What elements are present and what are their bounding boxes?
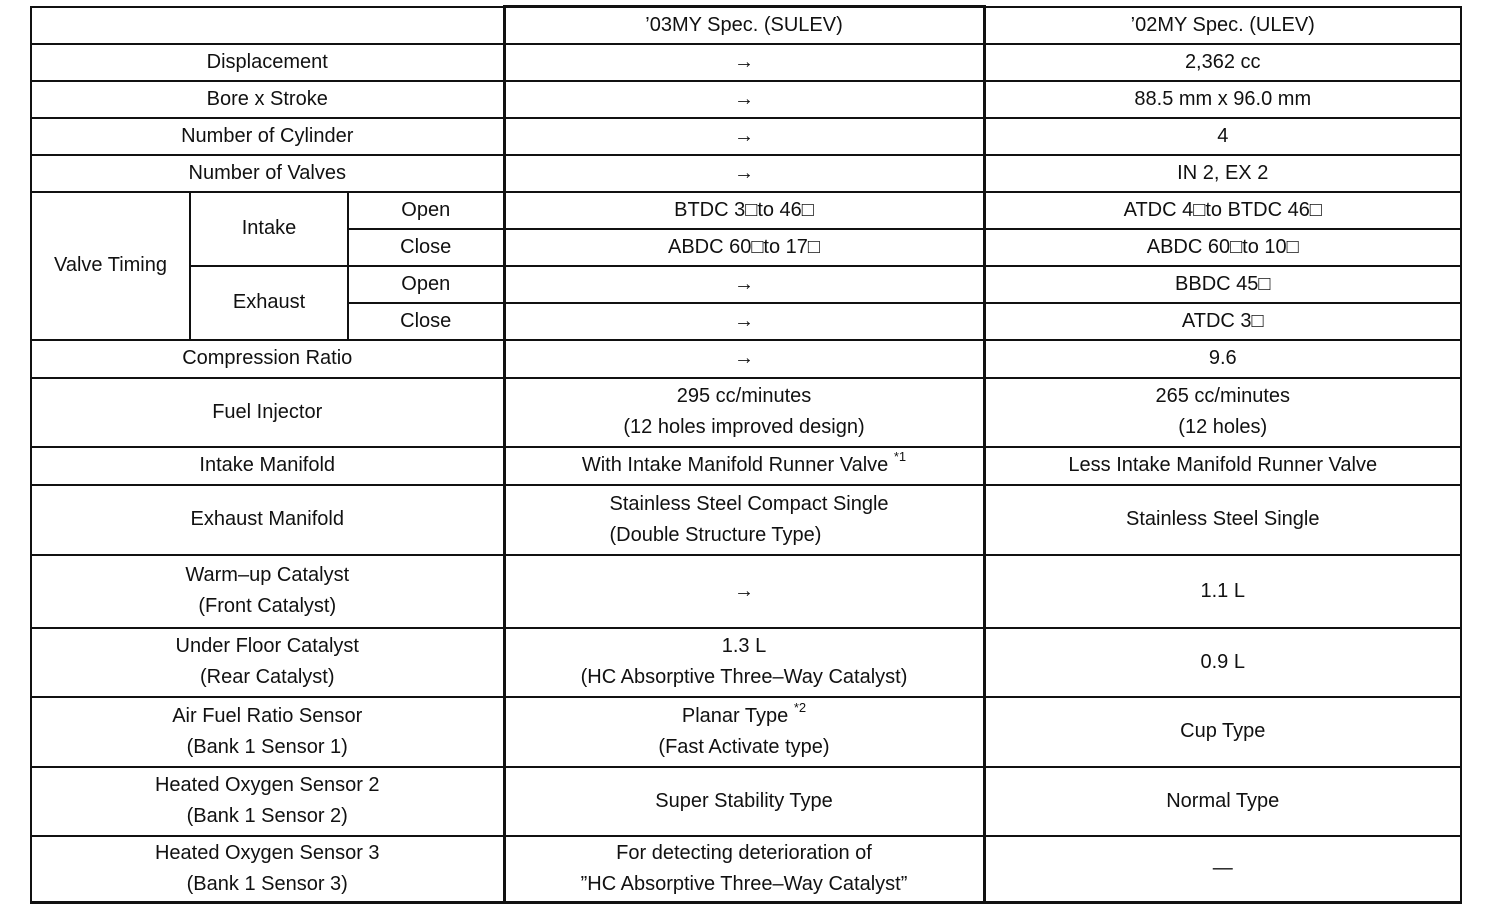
footnote-marker-1: *1: [893, 449, 907, 465]
row-label-valves: Number of Valves: [31, 155, 504, 192]
ulev-fuel-injector-line1: 265 cc/minutes: [1155, 385, 1290, 407]
row-label-underfloor-catalyst: [31, 628, 504, 697]
row-label-warmup-catalyst: [31, 555, 504, 628]
ho2s-2-label-line2: (Bank 1 Sensor 2): [186, 805, 348, 827]
header-row: [31, 7, 1461, 44]
ulev-exhaust-manifold: Stainless Steel Single: [984, 485, 1461, 555]
table-row: [31, 485, 1461, 555]
header-blank-cell: [31, 7, 504, 44]
table-row: [31, 192, 1461, 229]
ulev-exhaust-close: ATDC 3□: [984, 303, 1461, 340]
ulev-cylinders: 4: [984, 118, 1461, 155]
row-label-exhaust-manifold: Exhaust Manifold: [31, 485, 504, 555]
ulev-ho2s-3: —: [984, 836, 1461, 903]
row-label-ho2s-2: [31, 767, 504, 836]
af-sensor-label-line2: (Bank 1 Sensor 1): [186, 735, 348, 758]
table-row: [31, 340, 1461, 378]
table-row: [31, 155, 1461, 192]
table-row: [31, 81, 1461, 118]
sulev-underfloor-catalyst-line1: 1.3 L: [721, 635, 767, 657]
ulev-fuel-injector: [984, 378, 1461, 447]
ulev-underfloor-catalyst: 0.9 L: [984, 628, 1461, 697]
table-row: [31, 836, 1461, 903]
table-row: [31, 767, 1461, 836]
sulev-warmup-catalyst: →: [504, 555, 984, 628]
sulev-intake-open: BTDC 3□to 46□: [504, 192, 984, 229]
row-label-displacement: Displacement: [31, 44, 504, 81]
sulev-fuel-injector-line2: (12 holes improved design): [623, 416, 865, 438]
sulev-fuel-injector-line1: 295 cc/minutes: [676, 385, 812, 407]
ulev-displacement: 2,362 cc: [984, 44, 1461, 81]
sulev-fuel-injector: [504, 378, 984, 447]
sulev-exhaust-open: →: [504, 266, 984, 303]
ho2s-2-label-line1: Heated Oxygen Sensor 2: [154, 774, 380, 796]
sulev-cylinders: →: [504, 118, 984, 155]
table-row: [31, 266, 1461, 303]
underfloor-catalyst-label-line2: (Rear Catalyst): [200, 666, 335, 688]
sulev-exhaust-manifold: [504, 485, 984, 555]
table-row: [31, 118, 1461, 155]
sulev-exhaust-manifold-line1: Stainless Steel Compact Single: [609, 492, 889, 515]
table-row: [31, 378, 1461, 447]
ulev-fuel-injector-line2: (12 holes): [1178, 416, 1268, 438]
table-row: [31, 555, 1461, 628]
sulev-exhaust-manifold-line2: (Double Structure Type): [609, 523, 822, 546]
ulev-exhaust-open: BBDC 45□: [984, 266, 1461, 303]
sulev-compression: →: [504, 340, 984, 378]
sulev-exhaust-close: →: [504, 303, 984, 340]
row-label-intake-manifold: Intake Manifold: [31, 447, 504, 485]
valve-timing-intake-open-label: Open: [348, 192, 504, 229]
row-label-compression: Compression Ratio: [31, 340, 504, 378]
row-label-bore-stroke: Bore x Stroke: [31, 81, 504, 118]
sulev-af-sensor-line2: (Fast Activate type): [658, 735, 830, 758]
sulev-af-sensor: [504, 697, 984, 767]
sulev-underfloor-catalyst: [504, 628, 984, 697]
warmup-catalyst-label-line1: Warm–up Catalyst: [185, 564, 350, 586]
sulev-af-sensor-line1: [510, 701, 979, 732]
sulev-af-sensor-text: Planar Type: [681, 704, 789, 727]
sulev-underfloor-catalyst-line2: (HC Absorptive Three–Way Catalyst): [580, 666, 908, 688]
sulev-intake-close: ABDC 60□to 17□: [504, 229, 984, 266]
sulev-displacement: →: [504, 44, 984, 81]
valve-timing-exhaust-open-label: Open: [348, 266, 504, 303]
sulev-intake-manifold-text: With Intake Manifold Runner Valve: [581, 454, 889, 476]
ulev-bore-stroke: 88.5 mm x 96.0 mm: [984, 81, 1461, 118]
warmup-catalyst-label-line2: (Front Catalyst): [198, 595, 337, 617]
row-label-cylinders: Number of Cylinder: [31, 118, 504, 155]
engine-spec-comparison-table: [30, 5, 1462, 904]
row-label-af-sensor: [31, 697, 504, 767]
sulev-intake-manifold: [504, 447, 984, 485]
af-sensor-label-line1: Air Fuel Ratio Sensor: [172, 704, 363, 727]
underfloor-catalyst-label-line1: Under Floor Catalyst: [175, 635, 359, 657]
valve-timing-intake-close-label: Close: [348, 229, 504, 266]
sulev-valves: →: [504, 155, 984, 192]
header-02my-spec: ’02MY Spec. (ULEV): [984, 7, 1461, 44]
sulev-bore-stroke: →: [504, 81, 984, 118]
table-row: [31, 44, 1461, 81]
ulev-af-sensor: Cup Type: [984, 697, 1461, 767]
table-row: [31, 447, 1461, 485]
table-row: [31, 697, 1461, 767]
ulev-valves: IN 2, EX 2: [984, 155, 1461, 192]
ho2s-3-label-line2: (Bank 1 Sensor 3): [186, 872, 348, 895]
table-row: [31, 628, 1461, 697]
ulev-intake-open: ATDC 4□to BTDC 46□: [984, 192, 1461, 229]
valve-timing-exhaust-label: Exhaust: [190, 266, 348, 340]
sulev-ho2s-3: [504, 836, 984, 903]
row-label-ho2s-3: [31, 836, 504, 903]
sulev-ho2s-3-line1: For detecting deterioration of: [616, 841, 872, 864]
valve-timing-intake-label: Intake: [190, 192, 348, 266]
ulev-intake-close: ABDC 60□to 10□: [984, 229, 1461, 266]
footnote-marker-2: *2: [793, 699, 807, 715]
row-label-valve-timing: Valve Timing: [31, 192, 190, 340]
ulev-warmup-catalyst: 1.1 L: [984, 555, 1461, 628]
ho2s-3-label-line1: Heated Oxygen Sensor 3: [154, 841, 380, 864]
valve-timing-exhaust-close-label: Close: [348, 303, 504, 340]
ulev-ho2s-2: Normal Type: [984, 767, 1461, 836]
row-label-fuel-injector: Fuel Injector: [31, 378, 504, 447]
spec-table-container: [30, 5, 1462, 904]
sulev-ho2s-2: Super Stability Type: [504, 767, 984, 836]
header-03my-spec: ’03MY Spec. (SULEV): [504, 7, 984, 44]
ulev-intake-manifold: Less Intake Manifold Runner Valve: [984, 447, 1461, 485]
ulev-compression: 9.6: [984, 340, 1461, 378]
sulev-ho2s-3-line2: ”HC Absorptive Three–Way Catalyst”: [580, 872, 908, 895]
